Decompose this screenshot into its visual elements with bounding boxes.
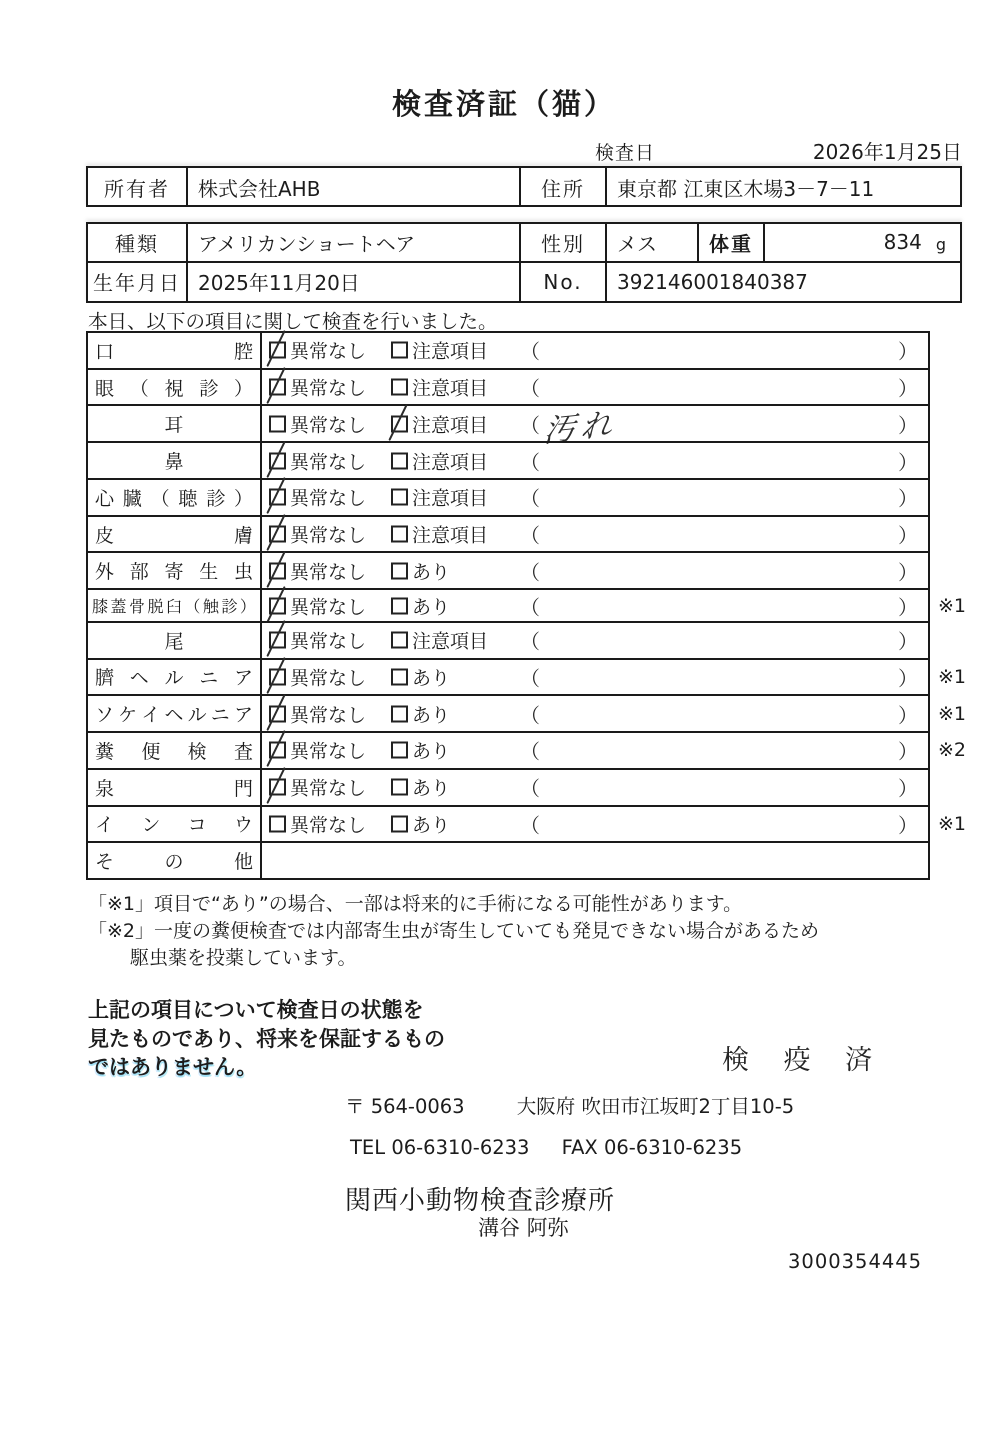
checkbox-icon — [391, 489, 408, 506]
checkbox-caution-label: 注意項目 — [412, 414, 489, 437]
checkbox-icon — [391, 597, 408, 614]
postal-address-line — [345, 1091, 794, 1119]
fax-number: 06-6310-6235 — [603, 1136, 743, 1159]
check-slash-mark — [266, 767, 285, 804]
checkbox-caution-label: あり — [412, 596, 451, 618]
no-value: 392146001840387 — [617, 269, 808, 294]
item-label-char: 膚 — [233, 524, 253, 547]
statement-line3: ではありません。 — [88, 1055, 258, 1079]
item-label-char: 皮 — [95, 524, 115, 547]
checklist-row — [88, 404, 928, 451]
note-paren-open: （ — [520, 450, 540, 475]
serial-number: 3000354445 — [788, 1250, 923, 1273]
checkbox-caution[interactable] — [391, 810, 450, 837]
item-label-char: ヘ — [164, 704, 184, 727]
item-label-char: 触 — [202, 597, 219, 616]
check-slash-mark — [266, 694, 285, 731]
note-paren-open: （ — [520, 666, 540, 691]
page-title: 検査済証（猫） — [391, 87, 616, 121]
check-slash-mark — [266, 551, 285, 588]
checkbox-caution[interactable] — [391, 410, 488, 437]
item-label-char: 臼 — [165, 597, 182, 616]
checkbox-icon — [391, 705, 408, 722]
checkbox-normal-label: 異常なし — [290, 451, 367, 474]
check-slash-mark — [388, 404, 407, 441]
checkbox-icon — [269, 526, 286, 543]
item-label-char: ） — [233, 377, 253, 400]
note-paren-close: ） — [898, 739, 918, 764]
item-label-char: 口 — [95, 340, 115, 363]
tel-fax-line — [350, 1136, 742, 1159]
item-label-char: 診 — [206, 487, 226, 510]
checkbox-caution[interactable] — [391, 737, 450, 764]
checkbox-normal-label: 異常なし — [290, 630, 367, 653]
footnotes — [88, 891, 819, 972]
owner-value: 株式会社AHB — [188, 168, 521, 207]
item-content — [262, 696, 966, 731]
statement-line1: 上記の項目について検査日の状態を — [88, 998, 424, 1022]
item-label — [88, 590, 262, 621]
checkbox-icon — [269, 815, 286, 832]
item-content — [262, 406, 928, 451]
checkbox-caution-label: 注意項目 — [412, 340, 489, 363]
street-address: 大阪府 吹田市江坂町2丁目10-5 — [516, 1095, 795, 1118]
item-label-char: ケ — [118, 704, 138, 727]
item-content — [262, 590, 966, 621]
item-label — [88, 333, 262, 368]
checkbox-normal-label: 異常なし — [290, 740, 367, 763]
checkbox-caution-label: 注意項目 — [412, 377, 489, 400]
weight-label: 体重 — [699, 224, 765, 261]
checkbox-normal[interactable] — [269, 484, 366, 511]
item-content — [262, 660, 966, 695]
checkbox-normal[interactable] — [269, 557, 366, 584]
checkbox-caution-label: あり — [412, 667, 451, 690]
item-content — [262, 770, 928, 805]
item-content — [262, 480, 928, 515]
checkbox-normal-label: 異常なし — [290, 777, 367, 800]
birth-value: 2025年11月20日 — [188, 263, 521, 302]
checkbox-caution-label: あり — [412, 704, 451, 727]
checklist-row — [88, 551, 928, 588]
sex-value: メス — [607, 224, 699, 261]
item-label-char: ヘ — [129, 667, 149, 690]
item-label-char: ル — [187, 704, 207, 727]
item-label-char: イ — [95, 814, 115, 837]
species-row — [88, 224, 960, 263]
checklist-row — [88, 731, 966, 768]
checkbox-caution[interactable] — [391, 592, 450, 619]
item-content — [262, 517, 928, 552]
birth-row — [88, 263, 960, 302]
note-paren-close: ） — [898, 523, 918, 548]
checkbox-normal[interactable] — [269, 627, 366, 654]
item-label-char: 泉 — [95, 777, 115, 800]
checkbox-icon — [269, 452, 286, 469]
weight-unit: g — [935, 234, 946, 254]
address-value: 東京都 江東区木場3－7－11 — [617, 176, 875, 201]
item-label-char: 寄 — [164, 561, 184, 584]
item-label-char: 骨 — [128, 597, 145, 616]
veterinarian-name: 溝谷 阿弥 — [478, 1216, 569, 1240]
checkbox-icon — [269, 342, 286, 359]
note-paren-close: ） — [898, 776, 918, 801]
exam-date-label: 検査日 — [595, 142, 656, 164]
item-label — [88, 660, 262, 695]
checkbox-icon — [391, 779, 408, 796]
checkbox-normal-label: 異常なし — [290, 596, 367, 618]
pet-info-table — [86, 222, 962, 303]
checkbox-icon — [269, 668, 286, 685]
statement-line2: 見たものであり、将来を保証するもの — [88, 1026, 445, 1051]
check-slash-mark — [266, 330, 285, 367]
checkbox-normal[interactable] — [269, 521, 366, 548]
item-label-char: （ — [150, 487, 170, 510]
checkbox-caution-label: あり — [412, 814, 451, 837]
item-label: 鼻 — [88, 443, 262, 478]
note-paren-open: （ — [520, 703, 540, 728]
checkbox-caution-label: あり — [412, 777, 451, 800]
checkbox-caution-label: 注意項目 — [412, 451, 489, 474]
item-label-char: （ — [129, 377, 149, 400]
no-label: No. — [521, 263, 607, 302]
footnote-mark: ※1 — [937, 665, 966, 688]
checkbox-normal[interactable] — [269, 774, 366, 801]
checkbox-normal-label: 異常なし — [290, 524, 367, 547]
item-label-char: 検 — [187, 740, 207, 763]
checkbox-icon — [391, 452, 408, 469]
note-paren-open: （ — [520, 813, 540, 838]
checkbox-normal[interactable] — [269, 700, 366, 727]
note-paren-close: ） — [898, 339, 918, 364]
owner-label: 所有者 — [88, 168, 188, 207]
item-content — [262, 843, 928, 878]
note-paren-open: （ — [520, 376, 540, 401]
item-label-char: ） — [239, 597, 256, 616]
checkbox-icon — [391, 415, 408, 432]
checkbox-icon — [269, 779, 286, 796]
checkbox-caution[interactable] — [391, 700, 450, 727]
footnote-mark: ※2 — [937, 739, 966, 762]
item-content — [262, 553, 928, 588]
checkbox-caution-label: 注意項目 — [412, 524, 489, 547]
checkbox-normal[interactable] — [269, 374, 366, 401]
footnote-mark: ※1 — [937, 812, 966, 835]
checkbox-icon — [269, 562, 286, 579]
intro-text: 本日、以下の項目に関して検査を行いました。 — [88, 310, 498, 333]
checkbox-normal[interactable] — [269, 337, 366, 364]
item-label-char: 門 — [233, 777, 253, 800]
item-label-char: イ — [141, 704, 161, 727]
item-label-char: の — [164, 851, 184, 874]
check-slash-mark — [266, 441, 285, 478]
checkbox-normal-label: 異常なし — [290, 704, 367, 727]
checkbox-normal-label: 異常なし — [290, 667, 367, 690]
note-paren-open: （ — [520, 486, 540, 511]
note-paren-close: ） — [898, 813, 918, 838]
item-content — [262, 807, 966, 842]
checklist-row — [88, 805, 966, 842]
item-label — [88, 843, 262, 878]
tel-number: 06-6310-6233 — [391, 1136, 530, 1159]
item-label: 尾 — [88, 623, 262, 658]
item-label — [88, 696, 262, 731]
item-label-char: そ — [95, 851, 115, 874]
item-content — [262, 370, 928, 405]
item-label-char: 臓 — [122, 487, 142, 510]
item-content — [262, 333, 928, 368]
item-label — [88, 733, 262, 768]
note-paren-close: ） — [898, 450, 918, 475]
checkbox-icon — [269, 379, 286, 396]
checkbox-icon — [269, 705, 286, 722]
note-paren-close: ） — [898, 703, 918, 728]
checklist-row — [88, 658, 966, 695]
item-label-char: ニ — [210, 704, 230, 727]
item-label-char: 査 — [233, 740, 253, 763]
note-paren-close: ） — [898, 666, 918, 691]
exam-date-value: 2026年1月25日 — [812, 140, 962, 164]
checkbox-caution[interactable] — [391, 374, 488, 401]
checkbox-icon — [269, 415, 286, 432]
checkbox-normal[interactable] — [269, 410, 366, 437]
checkbox-normal-label: 異常なし — [290, 814, 367, 837]
checkbox-caution[interactable] — [391, 774, 450, 801]
item-content — [262, 443, 928, 478]
item-label-char: 糞 — [95, 740, 115, 763]
checklist-table — [86, 331, 966, 880]
checklist-row — [88, 768, 928, 805]
checkbox-icon — [391, 526, 408, 543]
clinic-name: 関西小動物検査診療所 — [345, 1186, 616, 1216]
note-paren-close: ） — [898, 486, 918, 511]
note-paren-open: （ — [520, 523, 540, 548]
address-label: 住所 — [521, 168, 607, 207]
species-value: アメリカンショートヘア — [188, 224, 521, 261]
check-slash-mark — [266, 477, 285, 514]
checkbox-caution-label: 注意項目 — [412, 487, 489, 510]
item-label-char: 聴 — [178, 487, 198, 510]
note-paren-close: ） — [898, 629, 918, 654]
checklist-row — [88, 333, 928, 368]
item-label-char: 診 — [221, 597, 238, 616]
item-label-char: 生 — [199, 561, 219, 584]
checkbox-normal[interactable] — [269, 663, 366, 690]
checkbox-icon — [269, 742, 286, 759]
tel-label: TEL — [350, 1136, 386, 1159]
checkbox-icon — [269, 632, 286, 649]
disclaimer-statement — [88, 996, 445, 1082]
item-label: 耳 — [88, 406, 262, 441]
checkbox-icon — [391, 342, 408, 359]
footnote-mark: ※1 — [937, 702, 966, 725]
note-paren-open: （ — [520, 776, 540, 801]
checkbox-icon — [391, 742, 408, 759]
note-paren-open: （ — [520, 560, 540, 585]
checkbox-caution[interactable] — [391, 447, 488, 474]
item-label-char: 脱 — [147, 597, 164, 616]
item-label-char: ウ — [233, 814, 253, 837]
checkbox-normal-label: 異常なし — [290, 487, 367, 510]
weight-value-cell — [765, 224, 960, 261]
checklist-row — [88, 841, 928, 878]
item-label — [88, 807, 262, 842]
check-slash-mark — [266, 514, 285, 551]
weight-value: 834 — [883, 230, 922, 255]
checklist-row — [88, 368, 928, 405]
checkbox-caution-label: 注意項目 — [412, 630, 489, 653]
checkbox-normal[interactable] — [269, 447, 366, 474]
check-slash-mark — [266, 586, 285, 623]
checkbox-normal[interactable] — [269, 737, 366, 764]
checkbox-icon — [391, 379, 408, 396]
item-label-char: 診 — [199, 377, 219, 400]
checkbox-icon — [269, 489, 286, 506]
checkbox-icon — [391, 562, 408, 579]
item-label-char: 腔 — [233, 340, 253, 363]
owner-row — [88, 168, 960, 207]
item-label-char: 便 — [141, 740, 161, 763]
checkbox-caution-label: あり — [412, 740, 451, 763]
item-label-char: 他 — [233, 851, 253, 874]
checkbox-icon — [391, 668, 408, 685]
item-label-char: コ — [187, 814, 207, 837]
checkbox-normal-label: 異常なし — [290, 340, 367, 363]
item-label-char: 視 — [164, 377, 184, 400]
item-label-char: ア — [233, 704, 253, 727]
fax-label: FAX — [561, 1136, 598, 1159]
checkbox-normal-label: 異常なし — [290, 414, 367, 437]
item-label-char: ル — [164, 667, 184, 690]
note-paren-open: （ — [520, 739, 540, 764]
item-label-char: 眼 — [95, 377, 115, 400]
item-label-char: 部 — [129, 561, 149, 584]
item-label-char: ア — [233, 667, 253, 690]
note-paren-close: ） — [898, 376, 918, 401]
note-paren-open: （ — [520, 413, 540, 438]
owner-table — [86, 166, 962, 207]
check-slash-mark — [266, 657, 285, 694]
check-slash-mark — [266, 731, 285, 768]
birth-label: 生年月日 — [88, 263, 188, 302]
item-label — [88, 370, 262, 405]
item-label — [88, 553, 262, 588]
item-label-char: ニ — [199, 667, 219, 690]
check-slash-mark — [266, 620, 285, 657]
checkbox-icon — [269, 597, 286, 614]
item-content — [262, 623, 928, 658]
note-paren-open: （ — [520, 595, 540, 619]
item-label-char: 虫 — [233, 561, 253, 584]
checklist-row — [88, 621, 928, 658]
footnote-1: 「※1」項目で“あり”の場合、一部は将来的に手術になる可能性があります。 — [88, 893, 743, 915]
note-paren-close: ） — [898, 560, 918, 585]
handwritten-note: 汚れ — [542, 406, 619, 451]
checkbox-caution[interactable] — [391, 627, 488, 654]
item-label — [88, 480, 262, 515]
item-label-char: 外 — [95, 561, 115, 584]
checklist-row — [88, 515, 928, 552]
footnote-2-line2: 駆虫薬を投薬しています。 — [130, 947, 357, 969]
quarantine-stamp: 検 疫 済 — [722, 1045, 886, 1076]
checklist-row — [88, 478, 928, 515]
item-label-char: 膝 — [92, 597, 109, 616]
checkbox-normal[interactable] — [269, 592, 366, 619]
checklist-row — [88, 588, 966, 621]
item-label — [88, 517, 262, 552]
checkbox-icon — [391, 815, 408, 832]
item-label-char: 蓋 — [110, 597, 127, 616]
checkbox-caution[interactable] — [391, 337, 488, 364]
species-label: 種類 — [88, 224, 188, 261]
note-paren-open: （ — [520, 629, 540, 654]
note-paren-close: ） — [898, 413, 918, 438]
item-label-char: 臍 — [95, 667, 115, 690]
checkbox-caution[interactable] — [391, 521, 488, 548]
checkbox-caution[interactable] — [391, 557, 450, 584]
item-label — [88, 770, 262, 805]
note-paren-close: ） — [898, 595, 918, 619]
item-label-char: ） — [233, 487, 253, 510]
checkbox-icon — [391, 632, 408, 649]
checklist-row — [88, 441, 928, 478]
sex-label: 性別 — [521, 224, 607, 261]
item-label-char: （ — [184, 597, 201, 616]
check-slash-mark — [266, 367, 285, 404]
checkbox-normal-label: 異常なし — [290, 561, 367, 584]
footnote-2-line1: 「※2」一度の糞便検査では内部寄生虫が寄生していても発見できない場合があるため — [88, 920, 820, 942]
item-label-char: ン — [141, 814, 161, 837]
checklist-row — [88, 694, 966, 731]
note-paren-open: （ — [520, 339, 540, 364]
checkbox-normal[interactable] — [269, 810, 366, 837]
checkbox-caution-label: あり — [412, 561, 451, 584]
checkbox-normal-label: 異常なし — [290, 377, 367, 400]
checkbox-caution[interactable] — [391, 484, 488, 511]
item-label-char: ソ — [95, 704, 115, 727]
item-label-char: 心 — [95, 487, 115, 510]
footnote-mark: ※1 — [937, 594, 966, 617]
item-content — [262, 733, 966, 768]
postal-code: 〒 564-0063 — [345, 1095, 465, 1118]
checkbox-caution[interactable] — [391, 663, 450, 690]
